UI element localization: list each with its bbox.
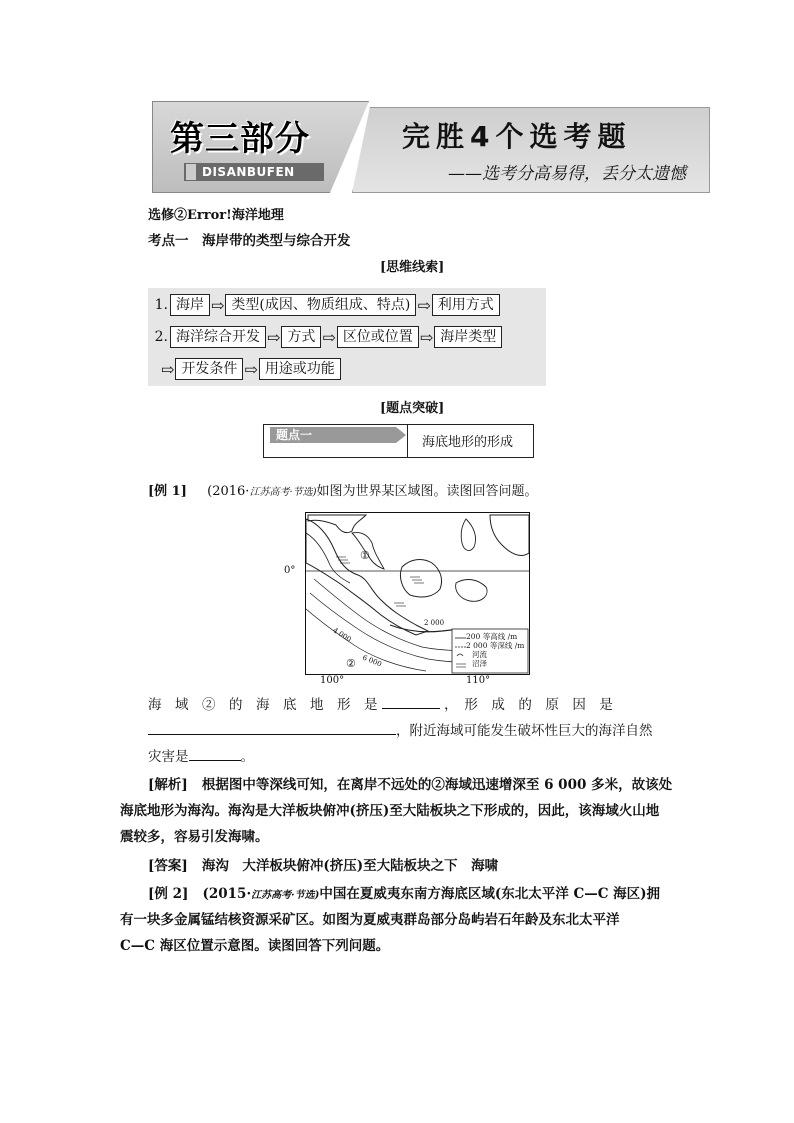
question-line-3 bbox=[148, 746, 674, 767]
answer-blank[interactable] bbox=[382, 694, 440, 709]
depth-label-6000: 6 000 bbox=[361, 653, 383, 669]
banner-title: 完胜4个选考题 bbox=[402, 120, 632, 153]
question-line-2 bbox=[148, 720, 674, 741]
flow-box: 方式 bbox=[281, 326, 321, 348]
tag-label: 题点一 bbox=[270, 427, 396, 443]
region-map bbox=[284, 512, 530, 675]
legend-swamp: 沼泽 bbox=[472, 659, 487, 668]
answer-text: 海沟 大洋板块俯冲(挤压)至大陆板块之下 海啸 bbox=[201, 858, 499, 874]
legend-depth: 2 000 等深线 /m bbox=[466, 641, 525, 650]
longitude-100: 100° bbox=[320, 675, 345, 686]
answer-blank[interactable] bbox=[189, 746, 241, 761]
part-pinyin: DISANBUFEN bbox=[202, 165, 295, 179]
banner-subtitle: ——选考分高易得，丢分太遗憾 bbox=[448, 164, 686, 184]
pinyin-marker bbox=[186, 164, 196, 180]
answer-label: [答案] bbox=[148, 858, 188, 874]
arrow-icon: ⇨ bbox=[417, 295, 431, 315]
flow-row-number: 1. bbox=[154, 297, 168, 313]
example-label: [例 1] bbox=[148, 484, 187, 499]
answer-line bbox=[148, 856, 674, 876]
analysis-label: [解析] bbox=[148, 777, 188, 793]
example-text: 如图为世界某区域图。读图回答问题。 bbox=[316, 484, 538, 499]
question-text: 海 域 ② 的 海 底 地 形 是 bbox=[148, 697, 378, 713]
landmass-sulawesi bbox=[456, 580, 487, 602]
tag-left-cell bbox=[264, 425, 408, 457]
analysis-line-2: 海底地形为海沟。海沟是大洋板块俯冲(挤压)至大陆板块之下形成的，因此，该海域火山地 bbox=[120, 803, 660, 819]
flow-header: [思维线索] bbox=[380, 260, 445, 275]
question-text: ， 形 成 的 原 因 是 bbox=[444, 697, 613, 713]
longitude-110: 110° bbox=[466, 675, 491, 686]
landmass-borneo bbox=[400, 560, 441, 597]
question-text: 灾害是 bbox=[148, 749, 189, 765]
flow-row-number: 2. bbox=[154, 329, 168, 345]
example-label: [例 2] bbox=[148, 886, 189, 902]
flow-box: 利用方式 bbox=[432, 294, 500, 316]
legend-contour: 200 等高线 /m bbox=[466, 632, 518, 641]
flow-row-3 bbox=[160, 358, 341, 380]
example-source-year: (2015· bbox=[202, 886, 252, 902]
landmass-north bbox=[308, 515, 366, 533]
arrow-icon: ⇨ bbox=[161, 359, 175, 379]
depth-label-2000: 2 000 bbox=[424, 619, 445, 627]
thinking-flow-chart bbox=[148, 288, 546, 386]
analysis-line-1 bbox=[148, 775, 674, 795]
question-line-1 bbox=[148, 694, 674, 715]
example-2-line-3: C—C 海区位置示意图。读图回答下列问题。 bbox=[120, 938, 390, 954]
flow-box: 开发条件 bbox=[175, 358, 243, 380]
flow-box: 海洋综合开发 bbox=[170, 326, 266, 348]
arrow-icon: ⇨ bbox=[267, 327, 281, 347]
example-source: 江苏高考·节选) bbox=[251, 890, 320, 901]
landmass-east-2 bbox=[490, 515, 529, 555]
part-title: 第三部分 bbox=[170, 119, 310, 159]
topic-title: 考点一 海岸带的类型与综合开发 bbox=[148, 233, 351, 249]
landmass-east-1 bbox=[461, 519, 475, 550]
analysis-line-3: 震较多，容易引发海啸。 bbox=[120, 829, 269, 845]
arrow-icon: ⇨ bbox=[244, 359, 258, 379]
map-marker-1: ① bbox=[360, 549, 370, 562]
arrow-icon: ⇨ bbox=[419, 327, 434, 347]
analysis-text: 根据图中等深线可知，在离岸不远处的②海域迅速增深至 6 000 多米，故该处 bbox=[201, 777, 673, 793]
flow-row-1 bbox=[148, 294, 500, 316]
flow-box: 类型(成因、物质组成、特点) bbox=[225, 294, 416, 316]
example-text: 中国在夏威夷东南方海底区域(东北太平洋 C—C 海区)拥 bbox=[319, 886, 661, 902]
topic-tag bbox=[263, 424, 534, 458]
example-2-line-1 bbox=[148, 884, 674, 906]
legend-river: 河流 bbox=[472, 650, 487, 659]
flow-row-2 bbox=[148, 326, 502, 348]
map-marker-2: ② bbox=[346, 657, 356, 670]
question-text: ，附近海域可能发生破坏性巨大的海洋自然 bbox=[396, 723, 653, 739]
latitude-label: 0° bbox=[284, 565, 296, 576]
example-2-line-2: 有一块多金属锰结核资源采矿区。如图为夏威夷群岛部分岛屿岩石年龄及东北太平洋 bbox=[120, 912, 620, 928]
example-1-line bbox=[148, 482, 538, 503]
chapter-banner bbox=[152, 101, 708, 191]
flow-box: 海岸类型 bbox=[434, 326, 502, 348]
example-source-year: (2016· bbox=[207, 484, 250, 499]
flow-box: 用途或功能 bbox=[259, 358, 341, 380]
depth-label-4000: 4 000 bbox=[331, 626, 353, 644]
breakthrough-header: [题点突破] bbox=[380, 401, 445, 416]
tag-text: 海底地形的形成 bbox=[422, 435, 514, 450]
answer-blank[interactable] bbox=[148, 720, 396, 735]
flow-box: 区位或位置 bbox=[337, 326, 419, 348]
example-source: 江苏高考·节选) bbox=[249, 487, 317, 498]
flow-box: 海岸 bbox=[170, 294, 210, 316]
arrow-icon: ⇨ bbox=[322, 327, 336, 347]
arrow-icon: ⇨ bbox=[211, 295, 225, 315]
question-text: 。 bbox=[240, 749, 254, 765]
section-title: 选修②Error!海洋地理 bbox=[148, 208, 284, 223]
